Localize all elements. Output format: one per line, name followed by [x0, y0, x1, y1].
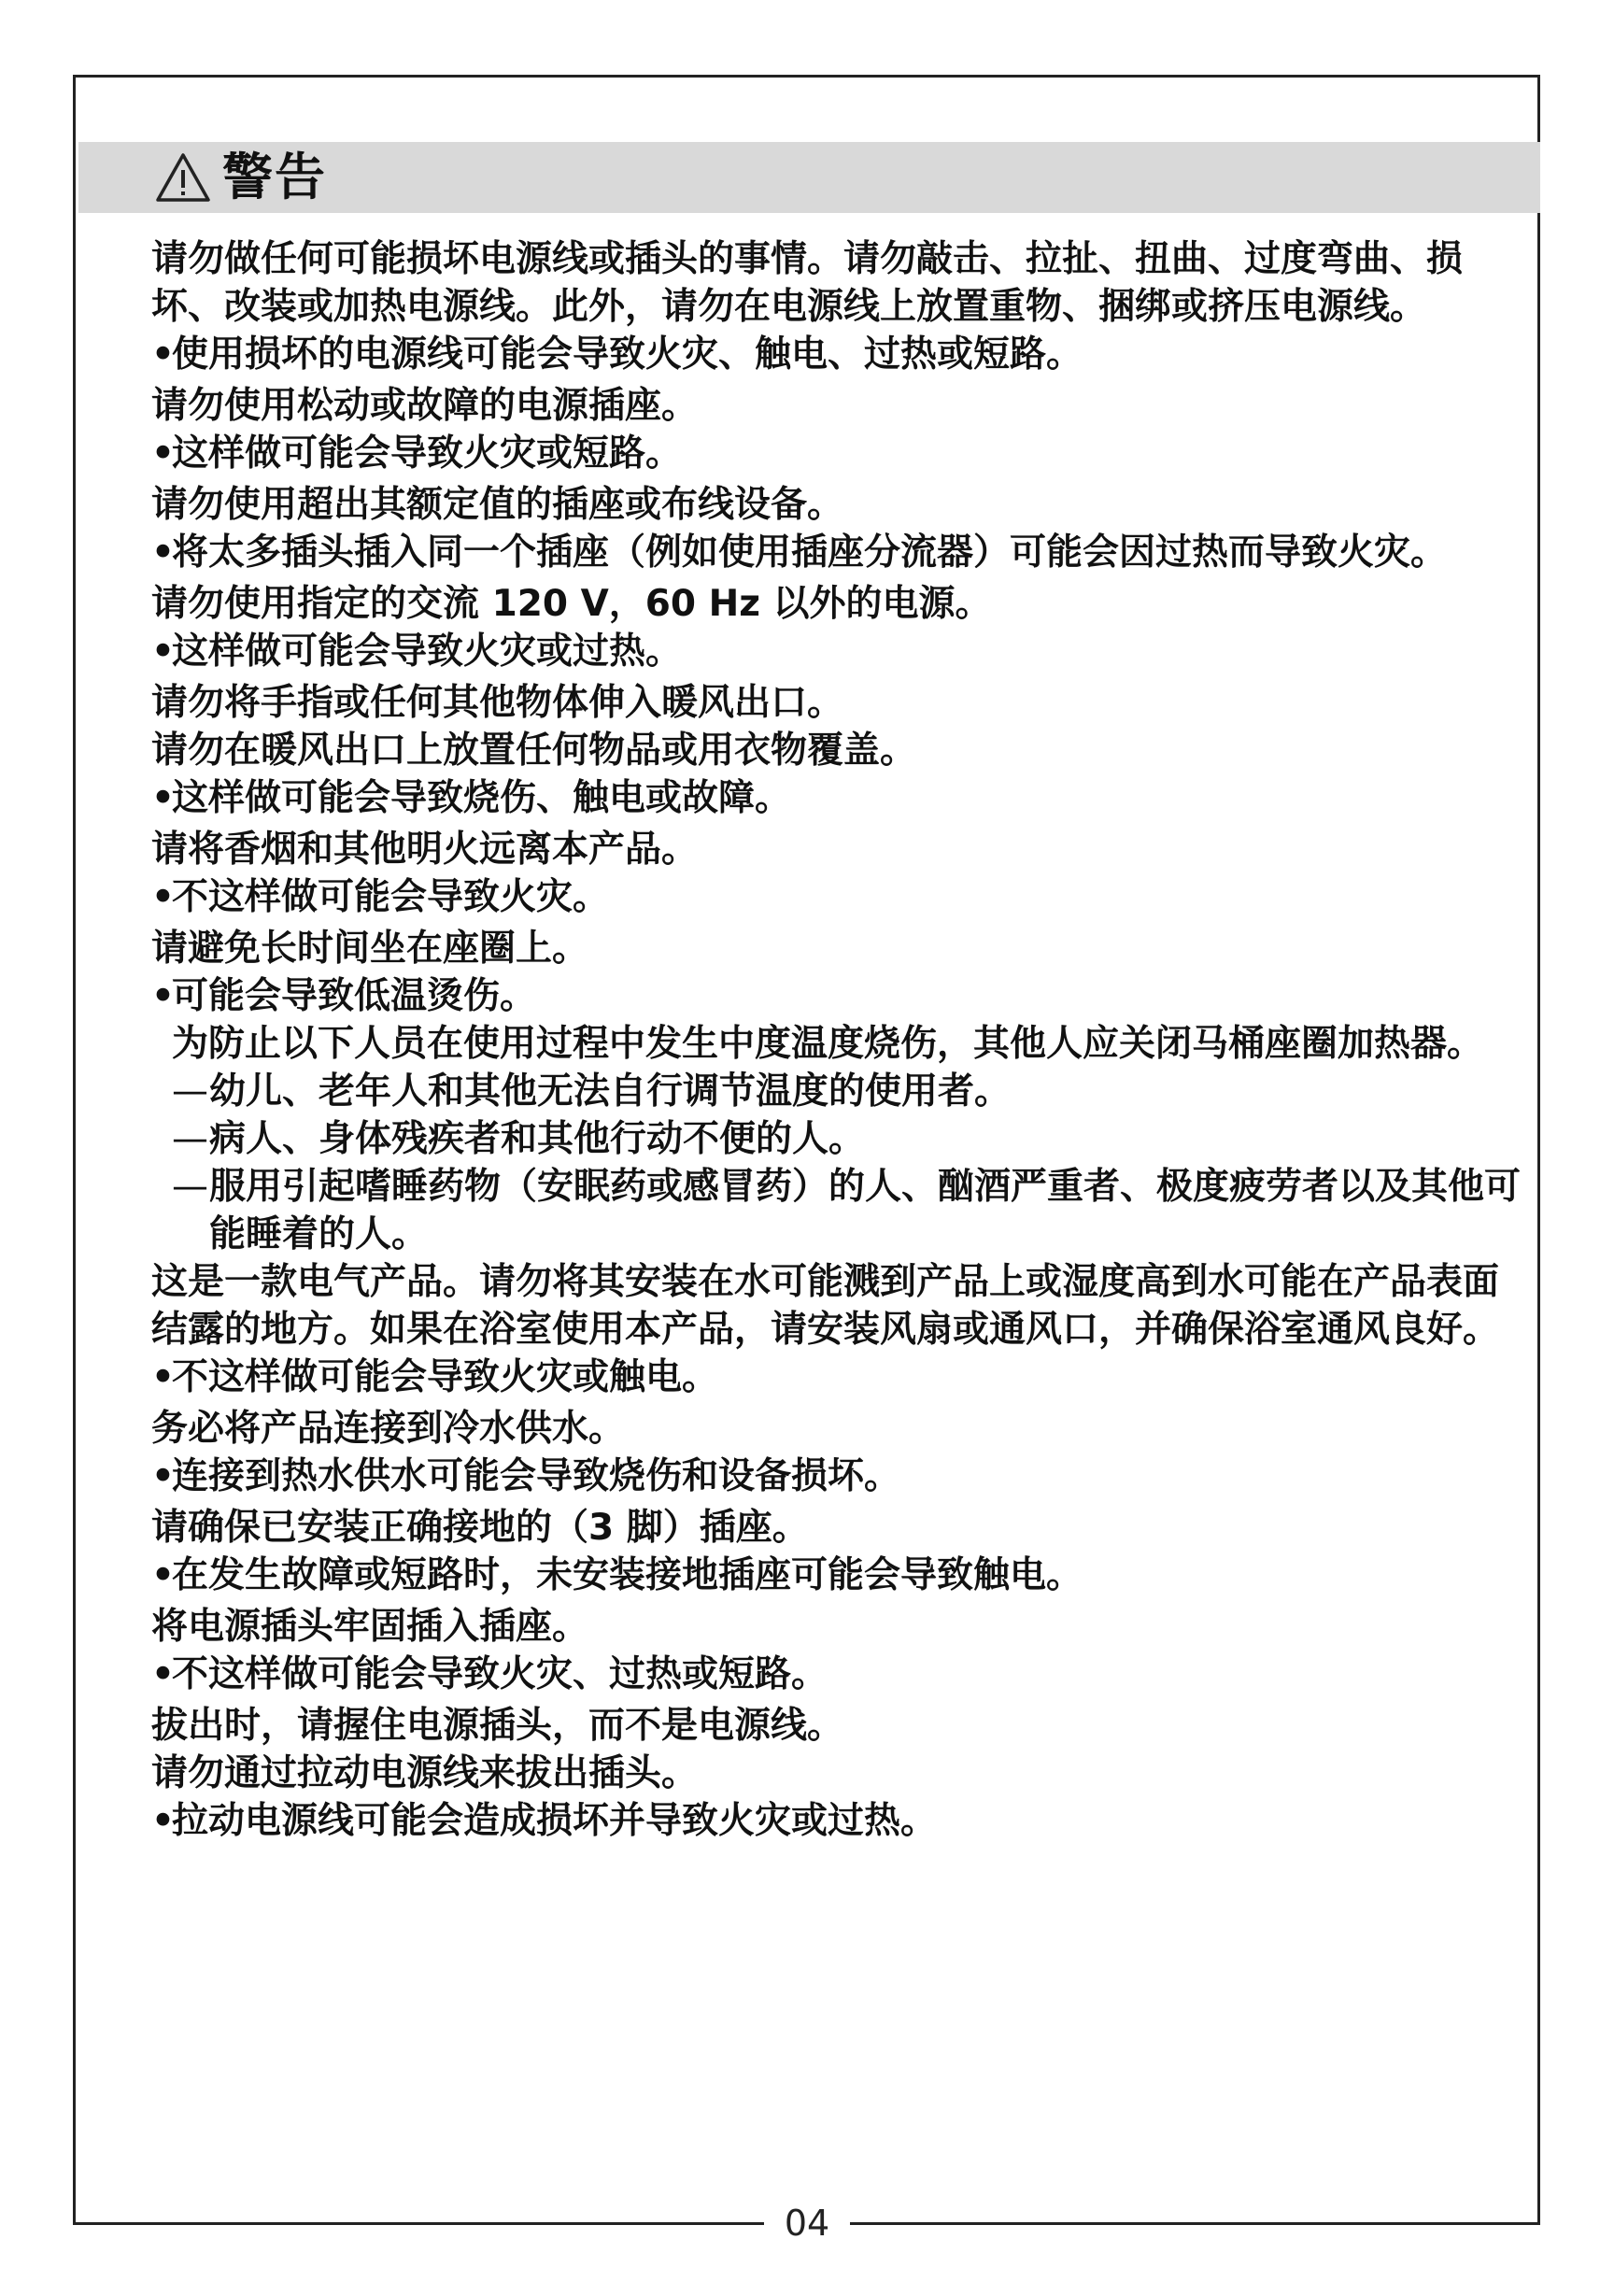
warning-paragraph: 拔出时，请握住电源插头，而不是电源线。: [151, 1705, 844, 1747]
dash-mark: —: [172, 1166, 208, 1208]
warning-consequence-item: • 这样做可能会导致烧伤、触电或故障。: [151, 774, 1534, 822]
dash-mark: —: [172, 1070, 208, 1113]
warning-consequence-item: • 拉动电源线可能会造成损坏并导致火灾或过热。: [151, 1797, 1534, 1845]
warning-consequence-item: • 不这样做可能会导致火灾。: [151, 873, 1534, 921]
warning-consequence-item: • 可能会导致低温烫伤。: [151, 972, 1534, 1020]
warning-paragraph: 请勿将手指或任何其他物体伸入暖风出口。: [151, 682, 844, 724]
warning-paragraph: 请勿使用松动或故障的电源插座。: [151, 385, 699, 427]
warning-paragraph: 请避免长时间坐在座圈上。: [151, 928, 589, 970]
warning-paragraph: 请确保已安装正确接地的（3 脚）插座。: [151, 1507, 809, 1549]
warning-consequence-item: • 不这样做可能会导致火灾或触电。: [151, 1354, 1534, 1401]
at-risk-person-item: [151, 1115, 1534, 1163]
warning-paragraph: 请勿使用指定的交流 120 V，60 Hz 以外的电源。: [151, 583, 992, 625]
at-risk-person-item: [151, 1163, 1534, 1258]
warning-consequence-item: • 不这样做可能会导致火灾、过热或短路。: [151, 1651, 1534, 1698]
warning-header: [78, 142, 1540, 213]
warning-title: 警告: [222, 148, 327, 206]
dash-mark: —: [172, 1118, 208, 1160]
warning-consequence-item: • 使用损坏的电源线可能会导致火灾、触电、过热或短路。: [151, 331, 1534, 378]
warning-paragraph: 请勿做任何可能损坏电源线或插头的事情。请勿敲击、拉扯、扭曲、过度弯曲、损坏、改装或加热电源线。此外，请勿在电源线上放置重物、捆绑或挤压电源线。: [151, 238, 1464, 328]
page-footer: [0, 2203, 1614, 2244]
warning-paragraph: 请勿在暖风出口上放置任何物品或用衣物覆盖。: [151, 730, 917, 772]
warning-content: [151, 235, 1534, 1845]
warning-paragraph: 这是一款电气产品。请勿将其安装在水可能溅到产品上或湿度高到水可能在产品表面结露的地方。如果在浴室使用本产品，请安装风扇或通风口，并确保浴室通风良好。: [151, 1261, 1500, 1351]
at-risk-person-text: 幼儿、老年人和其他无法自行调节温度的使用者。: [209, 1070, 1012, 1113]
warning-consequence-item: • 连接到热水供水可能会导致烧伤和设备损坏。: [151, 1453, 1534, 1500]
warning-paragraph: 请勿使用超出其额定值的插座或布线设备。: [151, 484, 844, 526]
warning-note: 为防止以下人员在使用过程中发生中度温度烧伤，其他人应关闭马桶座圈加热器。: [172, 1023, 1484, 1065]
warning-consequence-item: • 这样做可能会导致火灾或短路。: [151, 430, 1534, 477]
at-risk-person-text: 病人、身体残疾者和其他行动不便的人。: [209, 1118, 866, 1160]
warning-paragraph: 请将香烟和其他明火远离本产品。: [151, 829, 699, 871]
warning-paragraph: 请勿通过拉动电源线来拔出插头。: [151, 1752, 699, 1794]
warning-consequence-item: • 将太多插头插入同一个插座（例如使用插座分流器）可能会因过热而导致火灾。: [151, 529, 1534, 576]
warning-paragraph: 务必将产品连接到冷水供水。: [151, 1408, 626, 1450]
warning-paragraph: 将电源插头牢固插入插座。: [151, 1606, 589, 1648]
warning-triangle-icon: [155, 151, 211, 204]
at-risk-person-text: 服用引起嗜睡药物（安眠药或感冒药）的人、酗酒严重者、极度疲劳者以及其他可能睡着的人。: [209, 1166, 1522, 1255]
warning-consequence-item: • 这样做可能会导致火灾或过热。: [151, 628, 1534, 675]
warning-consequence-item: • 在发生故障或短路时，未安装接地插座可能会导致触电。: [151, 1552, 1534, 1599]
at-risk-person-item: [151, 1068, 1534, 1115]
page-number: 04: [764, 2203, 850, 2244]
